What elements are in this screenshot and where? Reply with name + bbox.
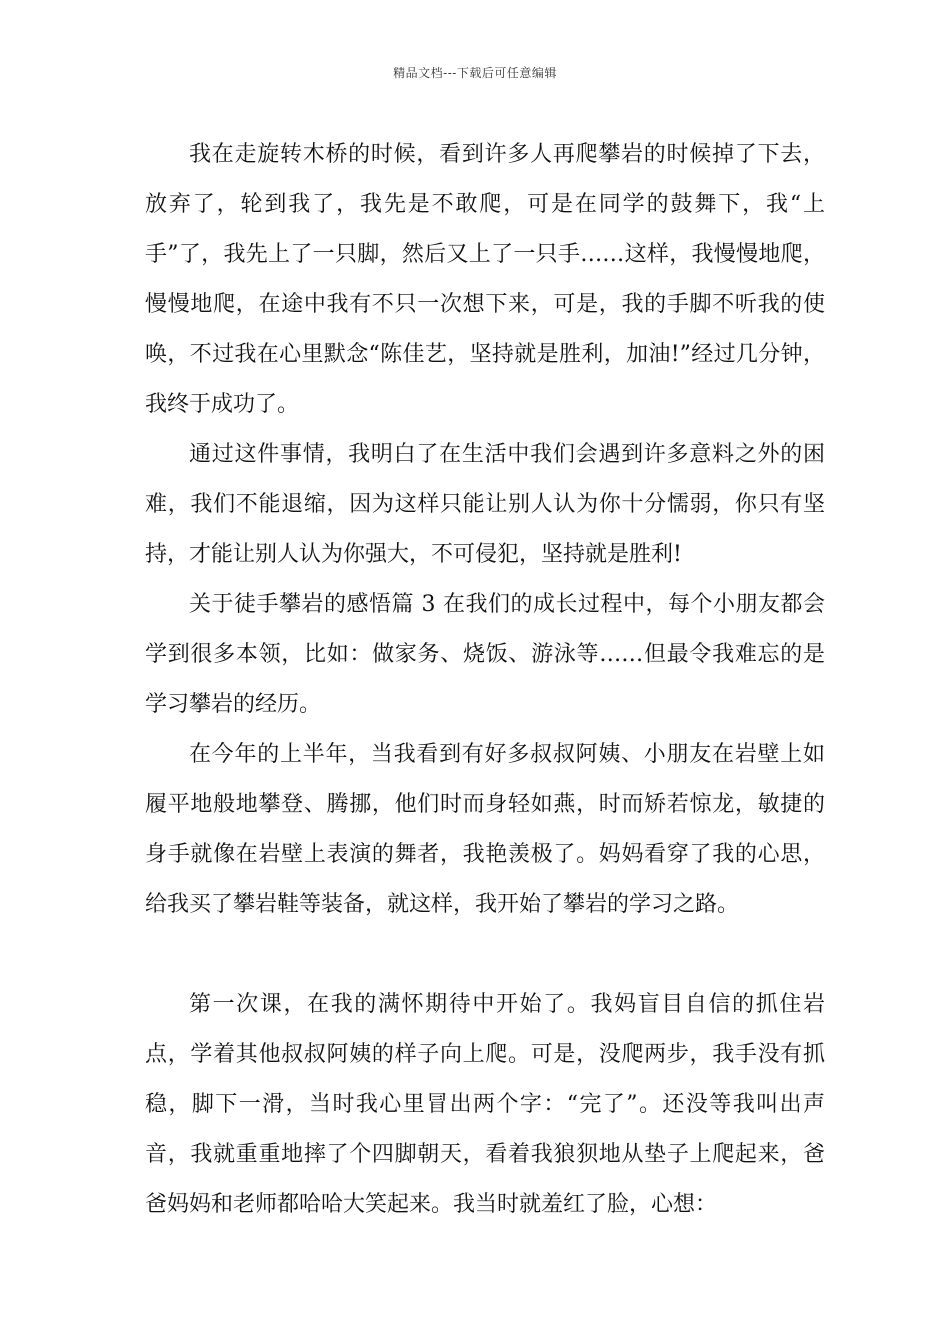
- paragraph-4: 在今年的上半年，当我看到有好多叔叔阿姨、小朋友在岩壁上如履平地般地攀登、腾挪，他们时而身轻如燕，时而矫若惊龙，敏捷的身手就像在岩壁上表演的舞者，我艳羡极了。妈妈看穿了我的心思，给我买了攀岩鞋等装备，就这样，我开始了攀岩的学习之路。: [145, 742, 825, 917]
- paragraph-1: 我在走旋转木桥的时候，看到许多人再爬攀岩的时候掉了下去，放弃了，轮到我了，我先是不敢爬，可是在同学的鼓舞下，我“上手”了，我先上了一只脚，然后又上了一只手……这样，我慢慢地爬，慢慢地爬，在途中我有不只一次想下来，可是，我的手脚不听我的使唤，不过我在心里默念“陈佳艺，坚持就是胜利，加油!”经过几分钟，我终于成功了。: [145, 142, 825, 417]
- paragraph-spacer: [145, 930, 825, 980]
- paragraph-2: 通过这件事情，我明白了在生活中我们会遇到许多意料之外的困难，我们不能退缩，因为这样只能让别人认为你十分懦弱，你只有坚持，才能让别人认为你强大，不可侵犯，坚持就是胜利!: [145, 442, 825, 567]
- paragraph-3: 关于徒手攀岩的感悟篇 3 在我们的成长过程中，每个小朋友都会学到很多本领，比如：做家务、烧饭、游泳等……但最令我难忘的是学习攀岩的经历。: [145, 592, 825, 717]
- page-header: 精品文档---下载后可任意编辑: [393, 66, 557, 80]
- paragraph-5: 第一次课，在我的满怀期待中开始了。我妈盲目自信的抓住岩点，学着其他叔叔阿姨的样子向上爬。可是，没爬两步，我手没有抓稳，脚下一滑，当时我心里冒出两个字：“完了”。还没等我叫出声音，我就重重地摔了个四脚朝天，看着我狼狈地从垫子上爬起来，爸爸妈妈和老师都哈哈大笑起来。我当时就羞红了脸，心想：: [145, 992, 825, 1217]
- document-body: [145, 130, 825, 1230]
